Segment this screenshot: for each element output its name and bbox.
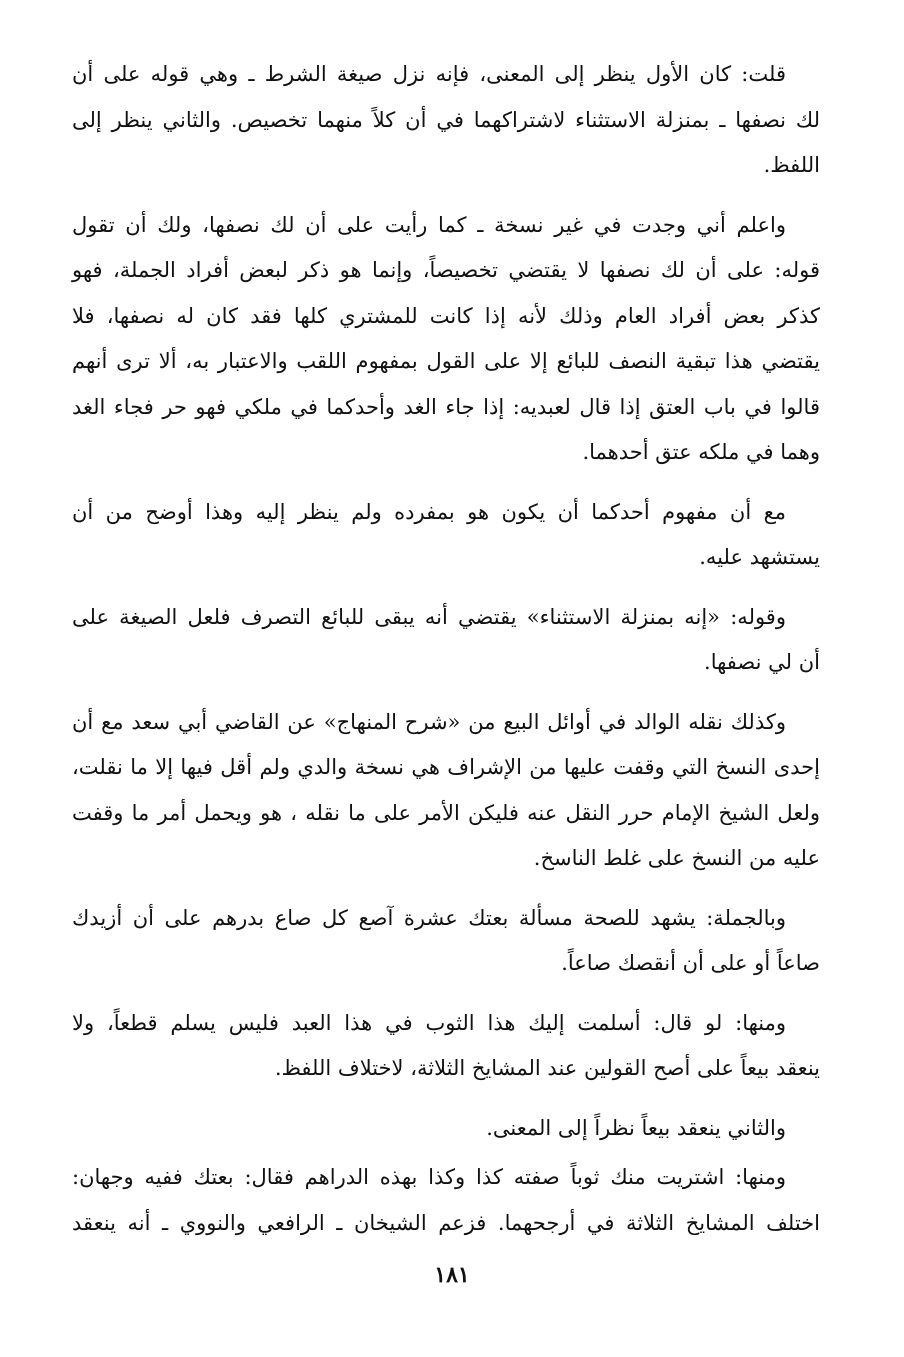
paragraph [72,1106,820,1152]
text-line: إحدى النسخ التي وقفت عليها من الإشراف هي نسخة والدي ولم أقل فيها إلا ما نقلت، [72,755,820,779]
text-line: وبالجملة: يشهد للصحة مسألة بعتك عشرة آصع كل صاع بدرهم على أن أزيدك [72,905,786,930]
paragraph [72,490,820,581]
text-line: عليه من النسخ على غلط الناسخ. [533,846,820,870]
text-line: وقوله: «إنه بمنزلة الاستثناء» يقتضي أنه يبقى للبائع التصرف فلعل الصيغة على [72,604,786,629]
text-line: قوله: على أن لك نصفها لا يقتضي تخصيصاً، وإنما هو ذكر لبعض أفراد الجملة، فهو [72,258,820,282]
page-number: ١٨١ [434,1262,470,1288]
text-line: لك نصفها ـ بمنزلة الاستثناء لاشتراكهما في أن كلاً منهما تخصيص. والثاني ينظر إلى [72,107,820,132]
paragraph [72,896,820,987]
text-line: ومنها: اشتريت منك ثوباً صفته كذا وكذا بهذه الدراهم فقال: بعتك ففيه وجهان: [72,1165,786,1189]
text-line: اختلف المشايخ الثلاثة في أرجحهما. فزعم الشيخان ـ الرافعي والنووي ـ أنه ينعقد [72,1210,820,1235]
text-line: اللفظ. [763,153,820,177]
text-line: أن لي نصفها. [704,650,820,674]
paragraph [72,52,820,189]
paragraph [72,595,820,686]
text-line: واعلم أني وجدت في غير نسخة ـ كما رأيت على أن لك نصفها، ولك أن تقول [72,212,786,237]
text-line: قالوا في باب العتق إذا قال لعبديه: إذا جاء الغد وأحدكما في ملكي فهو حر فجاء الغد [72,394,820,419]
text-line: مع أن مفهوم أحدكما أن يكون هو بمفرده ولم ينظر إليه وهذا أوضح من أن [72,499,786,524]
text-line: صاعاً أو على أن أنقصك صاعاً. [561,951,820,975]
text-line: ينعقد بيعاً على أصح القولين عند المشايخ الثلاثة، لاختلاف اللفظ. [274,1056,820,1080]
text-line: وهما في ملكه عتق أحدهما. [582,440,820,464]
text-line: وكذلك نقله الوالد في أوائل البيع من «شرح المنهاج» عن القاضي أبي سعد مع أن [72,709,786,734]
text-line: كذكر بعض أفراد العام وذلك لأنه إذا كانت للمشتري كلها فقد كان له نصفها، فلا [72,303,820,328]
paragraph [72,700,820,882]
text-line: يستشهد عليه. [699,545,820,569]
text-line: ومنها: لو قال: أسلمت إليك هذا الثوب في هذا العبد فليس يسلم قطعاً، ولا [72,1010,786,1035]
text-line: قلت: كان الأول ينظر إلى المعنى، فإنه نزل صيغة الشرط ـ وهي قوله على أن [72,62,786,86]
paragraph [72,203,820,476]
body-text [72,52,820,1246]
text-line: ولعل الشيخ الإمام حرر النقل عنه فليكن الأمر على ما نقله ، هو ويحمل أمر ما وقفت [72,800,820,825]
paragraph [72,1001,820,1092]
paragraph [72,1155,820,1246]
text-line: والثاني ينعقد بيعاً نظراً إلى المعنى. [486,1115,786,1140]
text-line: يقتضي هذا تبقية النصف للبائع إلا على القول بمفهوم اللقب والاعتبار به، ألا ترى أنهم [72,349,820,373]
